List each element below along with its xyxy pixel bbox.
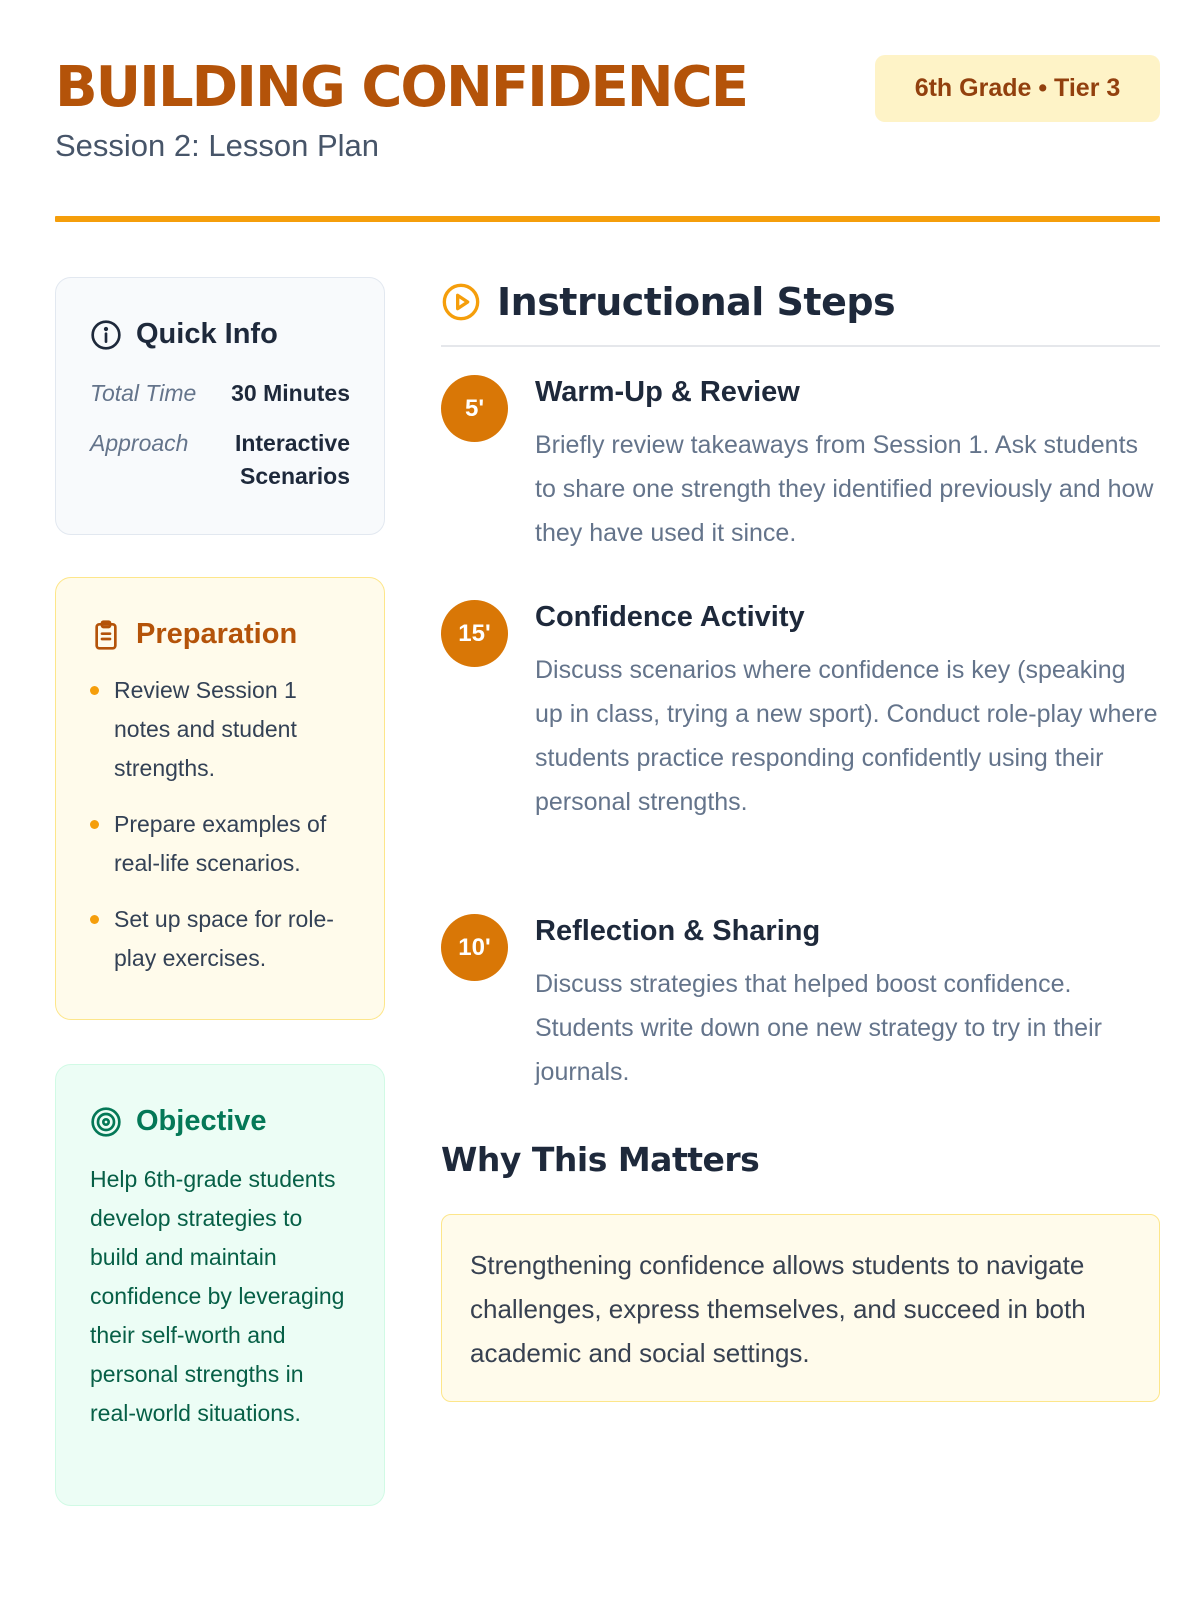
total-time-value: 30 Minutes — [231, 380, 350, 406]
quick-info-card — [55, 277, 385, 535]
step-title: Warm-Up & Review — [535, 376, 800, 408]
step-body — [535, 600, 1160, 824]
step-reflection — [441, 914, 1160, 1094]
preparation-item-text: Prepare examples of real-life scenarios. — [114, 811, 327, 876]
clipboard-icon — [90, 619, 122, 651]
bullet-dot — [90, 915, 99, 924]
objective-title: Objective — [136, 1105, 267, 1137]
preparation-item-text: Review Session 1 notes and student strengths. — [114, 677, 297, 781]
quick-info-title: Quick Info — [136, 318, 278, 350]
step-confidence-activity — [441, 600, 1160, 824]
quick-info-row-approach — [90, 427, 350, 493]
objective-text: Help 6th-grade students develop strategies to build and maintain confidence by leveraging their self-worth and personal strengths in real-world situations. — [90, 1166, 345, 1426]
why-this-matters-box: Strengthening confidence allows students to navigate challenges, express themselves, and succeed in both academic and social settings. — [441, 1214, 1160, 1402]
preparation-item — [90, 900, 350, 978]
preparation-card — [55, 577, 385, 1020]
preparation-heading — [90, 618, 350, 651]
step-description: Discuss strategies that helped boost confidence. Students write down one new strategy to try in their journals. — [535, 970, 1102, 1086]
play-circle-icon — [441, 282, 481, 322]
step-duration-badge: 10' — [441, 914, 508, 981]
instructional-steps-title: Instructional Steps — [497, 280, 896, 324]
total-time-label: Total Time — [90, 380, 197, 406]
header-divider — [55, 216, 1160, 222]
bullet-dot — [90, 686, 99, 695]
page-subtitle: Session 2: Lesson Plan — [55, 128, 379, 163]
step-description: Briefly review takeaways from Session 1. Ask students to share one strength they identified previously and how they have used it since. — [535, 431, 1154, 547]
info-circle-icon — [90, 319, 122, 351]
approach-value: Interactive Scenarios — [234, 430, 350, 489]
preparation-list — [90, 671, 350, 978]
objective-heading — [90, 1105, 350, 1138]
preparation-item — [90, 805, 350, 883]
step-duration-badge: 5' — [441, 375, 508, 442]
step-duration-badge: 15' — [441, 600, 508, 667]
quick-info-heading — [90, 318, 350, 351]
instructional-steps-heading — [441, 277, 1160, 347]
preparation-item-text: Set up space for role-play exercises. — [114, 906, 334, 971]
step-body — [535, 375, 1160, 555]
step-description: Discuss scenarios where confidence is key (speaking up in class, trying a new sport). Conduct role-play where students practice responding confidently using their personal strengths. — [535, 656, 1158, 816]
step-title: Confidence Activity — [535, 601, 805, 633]
step-warm-up — [441, 375, 1160, 555]
page-title: BUILDING CONFIDENCE — [55, 55, 747, 120]
target-icon — [90, 1106, 122, 1138]
approach-label: Approach — [90, 430, 189, 456]
preparation-title: Preparation — [136, 618, 298, 650]
page-header — [55, 55, 1160, 225]
quick-info-row-time — [90, 377, 350, 410]
step-title: Reflection & Sharing — [535, 915, 821, 947]
grade-tier-badge: 6th Grade • Tier 3 — [875, 55, 1160, 122]
preparation-item — [90, 671, 350, 788]
why-this-matters-heading: Why This Matters — [441, 1140, 760, 1179]
bullet-dot — [90, 820, 99, 829]
step-body — [535, 914, 1160, 1094]
objective-card — [55, 1064, 385, 1506]
